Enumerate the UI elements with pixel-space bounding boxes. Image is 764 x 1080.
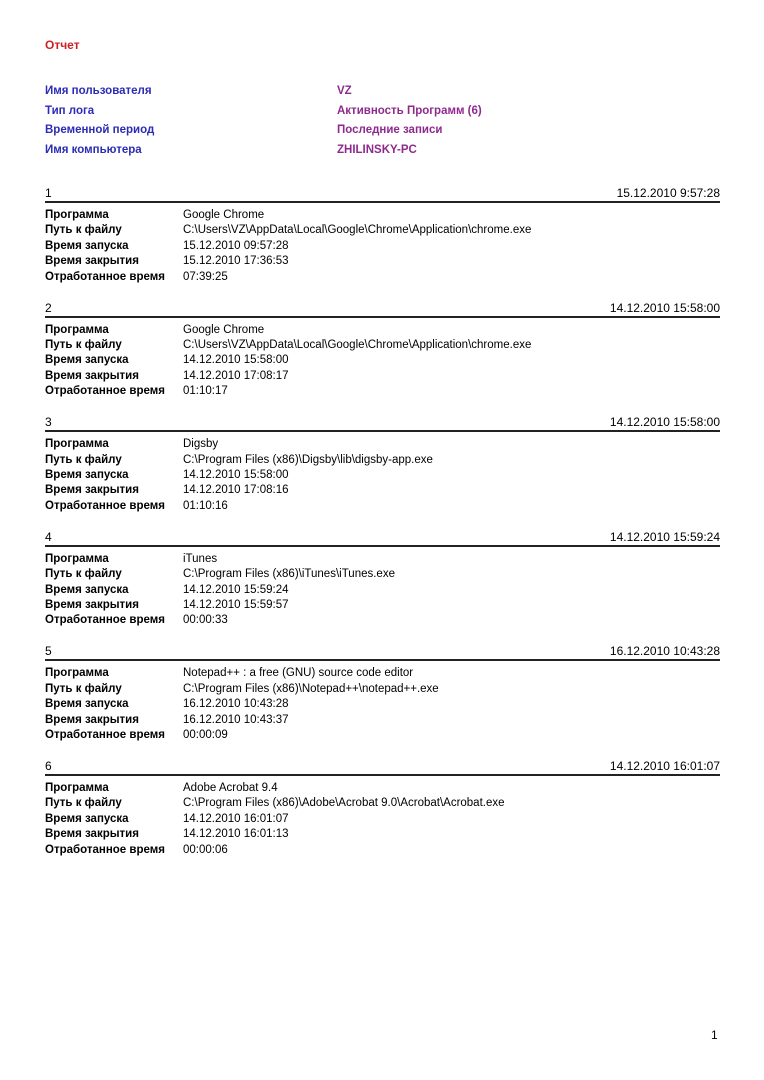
field-value: 14.12.2010 16:01:07	[183, 812, 289, 825]
field-value: Google Chrome	[183, 323, 265, 336]
field-label: Время запуска	[45, 468, 129, 481]
field-row-duration	[45, 614, 720, 629]
field-value: 14.12.2010 17:08:16	[183, 484, 289, 497]
field-value: 00:00:06	[183, 843, 228, 856]
entry-date: 16.12.2010 10:43:28	[609, 644, 720, 659]
field-label: Программа	[45, 209, 109, 221]
field-value: C:\Program Files (x86)\Adobe\Acrobat 9.0\Acrobat\Acrobat.exe	[183, 797, 505, 810]
entry-header	[45, 184, 720, 203]
report-title: Отчет	[45, 38, 80, 52]
field-value: 14.12.2010 16:01:13	[183, 828, 289, 841]
entry-date: 14.12.2010 15:58:00	[609, 415, 720, 430]
field-label: Время закрытия	[45, 713, 139, 726]
field-value: C:\Program Files (x86)\iTunes\iTunes.exe	[183, 568, 395, 581]
field-row-start	[45, 584, 720, 599]
meta-value: ZHILINSKY-PC	[337, 143, 417, 156]
field-label: Время закрытия	[45, 828, 139, 841]
field-row-start	[45, 469, 720, 484]
field-row-program	[45, 438, 720, 453]
entries-list	[45, 184, 720, 872]
meta-label: Имя пользователя	[45, 85, 152, 97]
field-value: 14.12.2010 15:59:24	[183, 583, 289, 596]
field-label: Отработанное время	[45, 270, 165, 283]
meta-label: Временной период	[45, 124, 155, 136]
field-value: 16.12.2010 10:43:28	[183, 698, 289, 711]
entry-header	[45, 642, 720, 661]
field-value: 07:39:25	[183, 270, 228, 283]
field-value: 01:10:16	[183, 499, 228, 512]
entry-fields	[45, 432, 720, 515]
meta-row-user	[45, 85, 725, 105]
field-label: Отработанное время	[45, 614, 165, 627]
field-row-program	[45, 209, 720, 224]
field-row-end	[45, 714, 720, 729]
entry-fields	[45, 318, 720, 401]
field-value: 14.12.2010 15:58:00	[183, 354, 289, 367]
field-row-program	[45, 324, 720, 339]
field-label: Время запуска	[45, 583, 129, 596]
field-label: Программа	[45, 667, 109, 680]
field-value: Digsby	[183, 438, 219, 451]
field-value: C:\Program Files (x86)\Digsby\lib\digsby-app.exe	[183, 453, 433, 466]
field-value: 14.12.2010 15:59:57	[183, 598, 289, 611]
field-value: 01:10:17	[183, 385, 228, 398]
field-label: Программа	[45, 781, 109, 794]
log-entry	[45, 299, 720, 414]
entry-number: 2	[45, 300, 52, 315]
field-row-duration	[45, 844, 720, 859]
entry-date: 15.12.2010 9:57:28	[616, 186, 720, 200]
entry-fields	[45, 547, 720, 630]
field-value: 16.12.2010 10:43:37	[183, 713, 289, 726]
field-row-end	[45, 484, 720, 499]
entry-number: 6	[45, 758, 52, 773]
field-value: 00:00:09	[183, 728, 228, 741]
field-label: Путь к файлу	[45, 568, 122, 581]
field-label: Программа	[45, 552, 109, 565]
entry-number: 5	[45, 644, 52, 659]
field-row-duration	[45, 729, 720, 744]
field-row-end	[45, 370, 720, 385]
field-row-path	[45, 224, 720, 239]
field-value: 15.12.2010 17:36:53	[183, 255, 289, 268]
field-value: C:\Users\VZ\AppData\Local\Google\Chrome\Application\chrome.exe	[183, 338, 532, 351]
field-value: iTunes	[183, 552, 218, 565]
entry-date: 14.12.2010 15:58:00	[609, 300, 720, 315]
field-value: Notepad++ : a free (GNU) source code editor	[183, 667, 414, 680]
field-row-path	[45, 683, 720, 698]
field-value: 14.12.2010 17:08:17	[183, 369, 289, 382]
field-value: Google Chrome	[183, 209, 265, 221]
field-label: Программа	[45, 438, 109, 451]
entry-date: 14.12.2010 16:01:07	[609, 758, 720, 773]
field-row-program	[45, 553, 720, 568]
field-row-path	[45, 797, 720, 812]
entry-fields	[45, 661, 720, 744]
field-label: Время закрытия	[45, 369, 139, 382]
entry-number: 4	[45, 529, 52, 544]
meta-row-period	[45, 124, 725, 144]
field-value: 15.12.2010 09:57:28	[183, 239, 289, 252]
entry-fields	[45, 776, 720, 859]
field-row-start	[45, 813, 720, 828]
field-label: Время запуска	[45, 354, 129, 367]
log-entry	[45, 528, 720, 643]
meta-row-log-type	[45, 105, 725, 125]
field-label: Отработанное время	[45, 499, 165, 512]
field-label: Время запуска	[45, 812, 129, 825]
field-label: Путь к файлу	[45, 224, 122, 237]
field-row-program	[45, 667, 720, 682]
field-label: Время запуска	[45, 239, 129, 252]
entry-header	[45, 299, 720, 318]
log-entry	[45, 413, 720, 528]
field-label: Отработанное время	[45, 728, 165, 741]
field-label: Путь к файлу	[45, 338, 122, 351]
field-row-end	[45, 255, 720, 270]
entry-fields	[45, 203, 720, 286]
field-row-end	[45, 828, 720, 843]
entry-date: 14.12.2010 15:59:24	[609, 529, 720, 544]
meta-label: Тип лога	[45, 104, 95, 117]
field-row-duration	[45, 500, 720, 515]
entry-number: 1	[45, 186, 52, 200]
field-value: C:\Program Files (x86)\Notepad++\notepad++.exe	[183, 682, 439, 695]
field-label: Путь к файлу	[45, 682, 122, 695]
entry-number: 3	[45, 415, 52, 430]
log-entry	[45, 757, 720, 872]
field-value: 00:00:33	[183, 614, 228, 627]
log-entry	[45, 642, 720, 757]
entry-header	[45, 528, 720, 547]
meta-value: Активность Программ (6)	[337, 104, 482, 117]
field-label: Время закрытия	[45, 598, 139, 611]
field-row-duration	[45, 385, 720, 400]
field-value: Adobe Acrobat 9.4	[183, 781, 278, 794]
field-label: Путь к файлу	[45, 453, 122, 466]
field-value: C:\Users\VZ\AppData\Local\Google\Chrome\Application\chrome.exe	[183, 224, 532, 237]
field-label: Время запуска	[45, 698, 129, 711]
meta-value: Последние записи	[337, 124, 443, 136]
field-label: Программа	[45, 323, 109, 336]
page-number: 1	[711, 1028, 718, 1042]
field-label: Время закрытия	[45, 255, 139, 268]
field-row-program	[45, 782, 720, 797]
field-row-duration	[45, 271, 720, 286]
field-row-path	[45, 568, 720, 583]
field-row-path	[45, 454, 720, 469]
field-value: 14.12.2010 15:58:00	[183, 468, 289, 481]
field-label: Отработанное время	[45, 385, 165, 398]
field-label: Путь к файлу	[45, 797, 122, 810]
field-label: Время закрытия	[45, 484, 139, 497]
field-row-start	[45, 354, 720, 369]
field-row-end	[45, 599, 720, 614]
meta-value: VZ	[337, 85, 352, 97]
meta-row-computer	[45, 144, 725, 164]
entry-header	[45, 413, 720, 432]
field-label: Отработанное время	[45, 843, 165, 856]
meta-label: Имя компьютера	[45, 143, 142, 156]
report-meta	[45, 85, 725, 163]
field-row-path	[45, 339, 720, 354]
entry-header	[45, 757, 720, 776]
field-row-start	[45, 698, 720, 713]
field-row-start	[45, 240, 720, 255]
log-entry	[45, 184, 720, 299]
